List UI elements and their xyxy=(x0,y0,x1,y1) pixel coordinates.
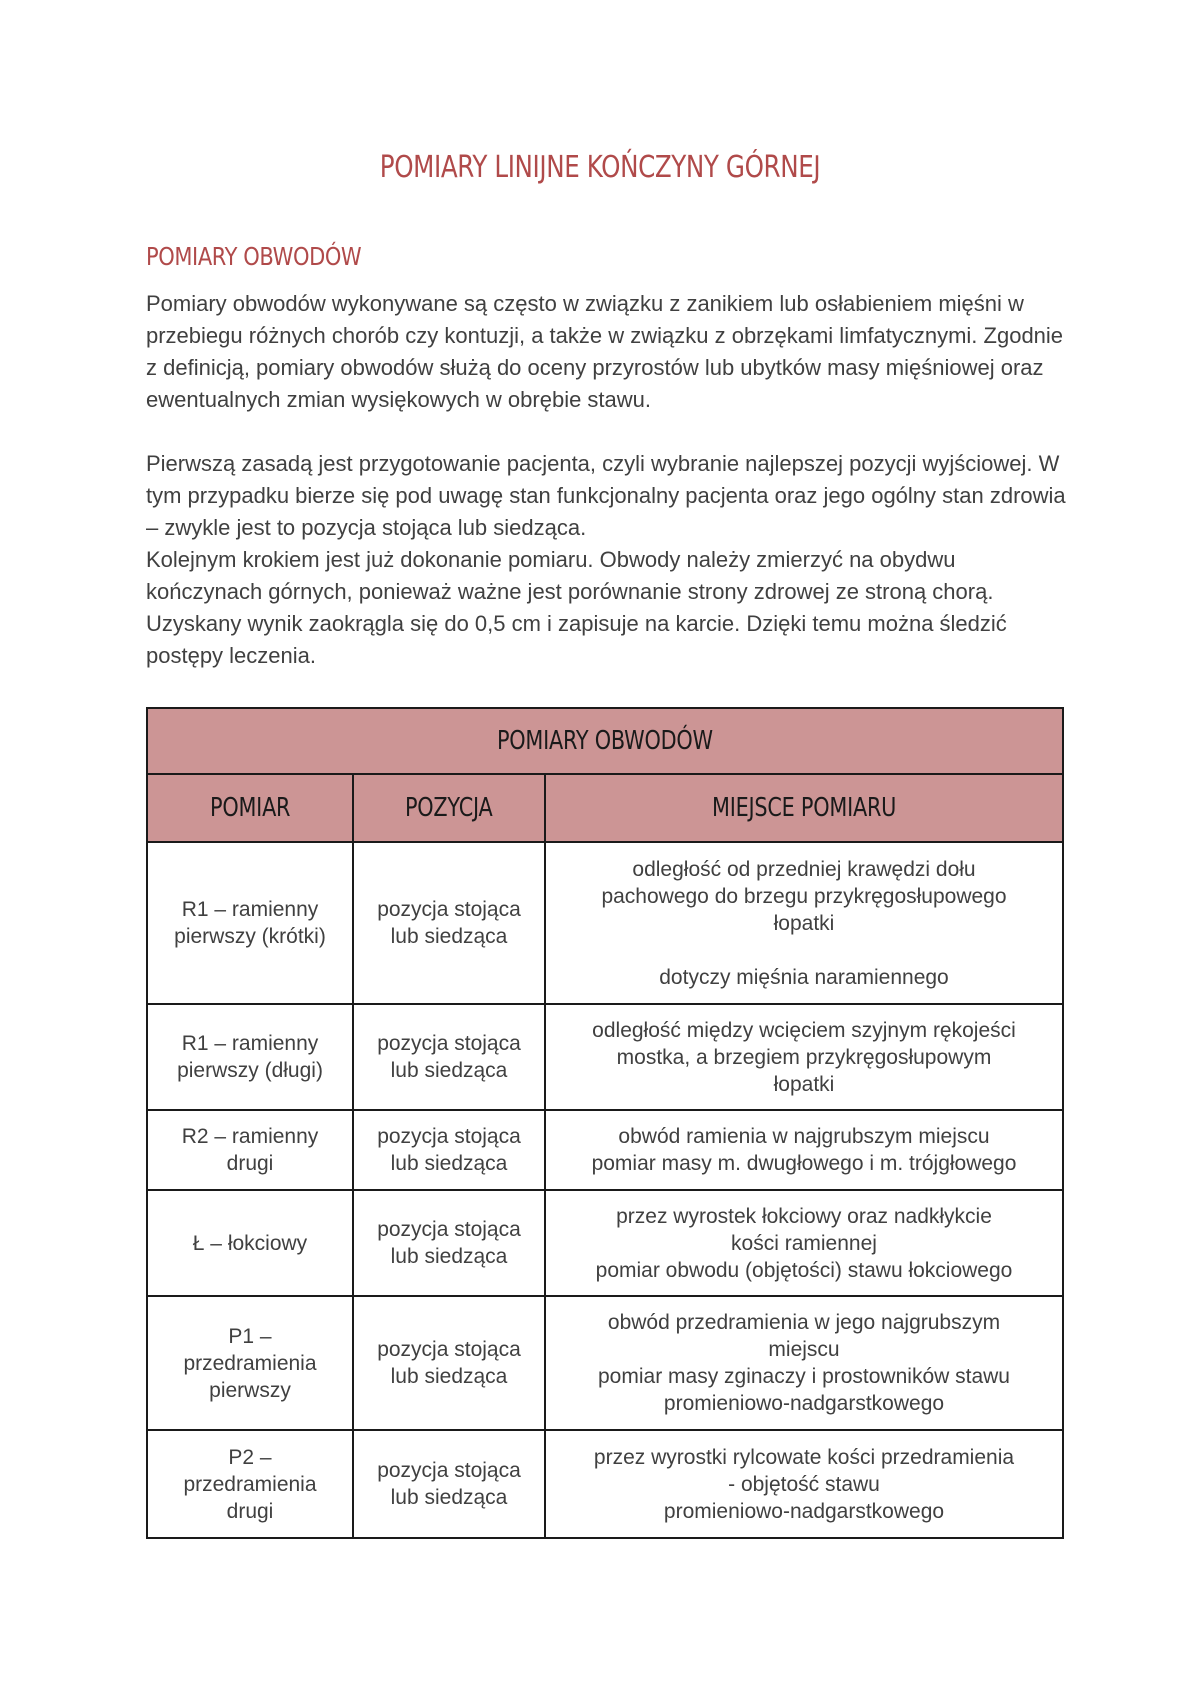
cell-miejsce xyxy=(545,1190,1063,1296)
cell-pomiar xyxy=(147,842,353,1004)
cell-miejsce-line: przez wyrostek łokciowy oraz nadkłykcie xyxy=(616,1204,992,1228)
page-title: POMIARY LINIJNE KOŃCZYNY GÓRNEJ xyxy=(379,150,821,185)
cell-pozycja-line: pozycja stojąca xyxy=(377,1032,521,1055)
cell-miejsce xyxy=(545,1296,1063,1430)
cell-pozycja-line: pozycja stojąca xyxy=(377,1459,521,1482)
cell-miejsce xyxy=(545,842,1063,1004)
table-row xyxy=(147,1430,1063,1538)
cell-pozycja-line: lub siedząca xyxy=(390,1245,508,1268)
cell-pomiar-line: R1 – ramienny xyxy=(181,1032,319,1055)
cell-miejsce-line: mostka, a brzegiem przykręgosłupowym xyxy=(616,1045,992,1069)
cell-pozycja-line: pozycja stojąca xyxy=(377,1218,521,1241)
cell-pomiar-line: przedramienia xyxy=(183,1351,317,1375)
cell-pozycja-line: pozycja stojąca xyxy=(377,1338,521,1361)
cell-miejsce-line: odległość od przedniej krawędzi dołu xyxy=(632,857,976,881)
cell-pomiar-line: R1 – ramienny xyxy=(181,898,319,921)
cell-pomiar-line: pierwszy (krótki) xyxy=(174,925,326,948)
cell-pozycja xyxy=(353,1296,545,1430)
table-row xyxy=(147,1190,1063,1296)
cell-miejsce-line: pomiar masy m. dwugłowego i m. trójgłowego xyxy=(591,1152,1017,1175)
cell-pozycja xyxy=(353,1004,545,1110)
paragraph-measurement: Kolejnym krokiem jest już dokonanie pomiaru. Obwody należy zmierzyć na obydwu kończynach górnych, ponieważ ważne jest porównanie strony zdrowej ze stroną chorą. Uzyskany wynik zaokrągla się do 0,5 cm i zapisuje na karcie. Dzięki temu można śledzić postępy leczenia. xyxy=(146,547,1007,668)
cell-miejsce-line: promieniowo-nadgarstkowego xyxy=(663,1499,945,1523)
cell-pozycja-line: lub siedząca xyxy=(390,1059,508,1082)
cell-miejsce-line: przez wyrostki rylcowate kości przedramienia xyxy=(593,1445,1015,1469)
table-title: POMIARY OBWODÓW xyxy=(147,708,1063,774)
header-pozycja: POZYCJA xyxy=(353,774,545,842)
cell-pomiar-line: drugi xyxy=(226,1499,274,1523)
cell-pozycja xyxy=(353,1430,545,1538)
cell-pozycja-line: lub siedząca xyxy=(390,925,508,948)
cell-miejsce-line: odległość między wcięciem szyjnym rękojeści xyxy=(592,1018,1016,1042)
cell-pozycja-line: lub siedząca xyxy=(390,1486,508,1509)
table-row xyxy=(147,1004,1063,1110)
table-row xyxy=(147,842,1063,1004)
cell-miejsce xyxy=(545,1004,1063,1110)
cell-pomiar xyxy=(147,1296,353,1430)
note-gap xyxy=(552,937,1056,964)
paragraph-preparation: Pierwszą zasadą jest przygotowanie pacjenta, czyli wybranie najlepszej pozycji wyjściowej. W tym przypadku bierze się pod uwagę stan funkcjonalny pacjenta oraz jego ogólny stan zdrowia – zwykle jest to pozycja stojąca lub siedząca. xyxy=(146,451,1066,540)
cell-pomiar-line: P2 – xyxy=(228,1445,272,1469)
table-row xyxy=(147,1110,1063,1190)
cell-miejsce-line: - objętość stawu xyxy=(728,1472,880,1496)
cell-pomiar-line: pierwszy xyxy=(209,1378,291,1402)
cell-pomiar xyxy=(147,1430,353,1538)
cell-miejsce-line: miejscu xyxy=(768,1338,840,1361)
cell-miejsce-line: promieniowo-nadgarstkowego xyxy=(663,1392,945,1415)
cell-miejsce-line: kości ramiennej xyxy=(731,1231,877,1255)
cell-miejsce xyxy=(545,1110,1063,1190)
header-miejsce-pomiaru: MIEJSCE POMIARU xyxy=(545,774,1063,842)
cell-pozycja xyxy=(353,1190,545,1296)
cell-pomiar xyxy=(147,1190,353,1296)
cell-pomiar-line: przedramienia xyxy=(183,1472,317,1496)
cell-pozycja-line: pozycja stojąca xyxy=(377,1125,521,1148)
cell-pomiar xyxy=(147,1110,353,1190)
cell-pozycja-line: lub siedząca xyxy=(390,1152,508,1175)
cell-miejsce-line: łopatki xyxy=(773,911,835,935)
table-title-row xyxy=(147,708,1063,774)
section-heading: POMIARY OBWODÓW xyxy=(146,242,362,271)
measurements-table xyxy=(146,707,1064,1539)
cell-pozycja-line: pozycja stojąca xyxy=(377,898,521,921)
paragraph-intro: Pomiary obwodów wykonywane są często w związku z zanikiem lub osłabieniem mięśni w przebiegu różnych chorób czy kontuzji, a także w związku z obrzękami limfatycznymi. Zgodnie z definicją, pomiary obwodów służą do oceny przyrostów lub ubytków masy mięśniowej oraz ewentualnych zmian wysiękowych w obrębie stawu. xyxy=(146,291,1064,412)
table-row xyxy=(147,1296,1063,1430)
cell-pozycja xyxy=(353,842,545,1004)
cell-pozycja xyxy=(353,1110,545,1190)
cell-pomiar xyxy=(147,1004,353,1110)
cell-miejsce-line: obwód ramienia w najgrubszym miejscu xyxy=(618,1125,990,1148)
cell-miejsce-line: pachowego do brzegu przykręgosłupowego xyxy=(601,884,1007,908)
cell-note: dotyczy mięśnia naramiennego xyxy=(659,965,949,989)
cell-miejsce-line: pomiar masy zginaczy i prostowników stawu xyxy=(598,1365,1010,1388)
table-header-row xyxy=(147,774,1063,842)
cell-pomiar-line: R2 – ramienny xyxy=(181,1125,319,1148)
cell-pozycja-line: lub siedząca xyxy=(390,1365,508,1388)
cell-pomiar-line: Ł – łokciowy xyxy=(192,1231,308,1255)
cell-miejsce xyxy=(545,1430,1063,1538)
cell-miejsce-line: obwód przedramienia w jego najgrubszym xyxy=(607,1311,1001,1334)
cell-pomiar-line: drugi xyxy=(226,1152,274,1175)
cell-miejsce-line: łopatki xyxy=(773,1072,835,1096)
cell-pomiar-line: pierwszy (długi) xyxy=(177,1059,323,1082)
cell-pomiar-line: P1 – xyxy=(228,1324,272,1348)
header-pomiar: POMIAR xyxy=(147,774,353,842)
cell-miejsce-line: pomiar obwodu (objętości) stawu łokciowego xyxy=(595,1258,1013,1282)
